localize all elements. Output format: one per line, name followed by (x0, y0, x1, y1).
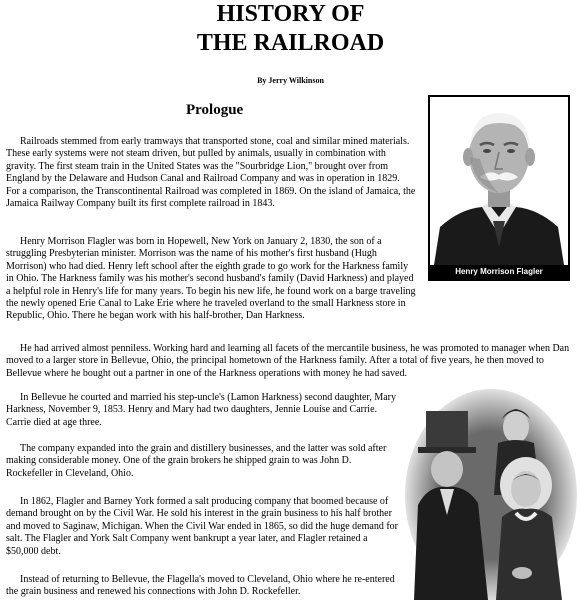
paragraph-2: Henry Morrison Flagler was born in Hopewell, New York on January 2, 1830, the son of a struggling Presbyterian minister. Morrison was the name of his mother's first husband (Hugh Morrison) who had died. Henry left school after the eighth grade to go work for the Harkness family in Ohio. The Harkness family was his mother's second husband's family (David Harkness) and played a helpful role in Henry's life for many years. To begin his new life, he found work on a barge traveling the newly opened Erie Canal to Lake Erie where he traveled overland to the small Harkness store in Republic, Ohio. There he began work with his half-brother, Dan Harkness. (6, 236, 416, 322)
title-line-2: THE RAILROAD (196, 30, 385, 56)
page-title (0, 0, 581, 58)
paragraph-1: Railroads stemmed from early tramways that transported stone, coal and similar mined materials. These early systems were not steam driven, but pulled by animals, usually in combination with gravity. The first steam train in the United States was the "Sourbridge Lion," brought over from England by the Delaware and Hudson Canal and Railroad Company and was in operation in 1829. For a comparison, the Transcontinental Railroad was completed in 1869. On the island of Jamaica, the Jamaica Railway Company built its first complete railroad in 1843. (6, 136, 416, 210)
family-photo (404, 385, 578, 600)
family-image (404, 385, 578, 600)
flagler-portrait-photo (428, 95, 570, 281)
paragraph-5: The company expanded into the grain and distillery businesses, and the latter was sold after making considerable money. One of the grain brokers he shipped grain to was John D. Rockefeller in Cleveland, Ohio. (6, 443, 387, 479)
portrait-image (430, 97, 568, 265)
byline: By Jerry Wilkinson (257, 76, 324, 85)
title-line-1: HISTORY OF (216, 1, 365, 27)
paragraph-4: In Bellevue he courted and married his step-uncle's (Lamon Harkness) second daughter, Mary Harkness, November 9, 1853. Henry and Mary had two daughters, Jennie Louise and Carrie. Carrie died at age three. (6, 392, 396, 428)
portrait-caption: Henry Morrison Flagler (430, 265, 568, 279)
paragraph-6: In 1862, Flagler and Barney York formed a salt producing company that boomed because of demand brought on by the Civil War. He sold his interest in the grain business to his half brother and moved to Saginaw, Michigan. When the Civil War ended in 1865, so did the huge demand for salt. The Flagler and York Salt Company went bankrupt a year later, and Flagler retained a $50,000 debt. (6, 496, 398, 557)
paragraph-3: He had arrived almost penniless. Working hard and learning all facets of the mercantile business, he was promoted to manager when Dan moved to a larger store in Bellevue, Ohio, the principal hometown of the Harkness family. After a total of five years, he then moved to Bellevue where he bought out a partner in one of the Harkness operations with money he had saved. (6, 343, 570, 379)
section-heading: Prologue (186, 102, 244, 118)
paragraph-7: Instead of returning to Bellevue, the Flagella's moved to Cleveland, Ohio where he re-entered the grain business and renewed his connections with John D. Rockefeller. (6, 574, 395, 598)
